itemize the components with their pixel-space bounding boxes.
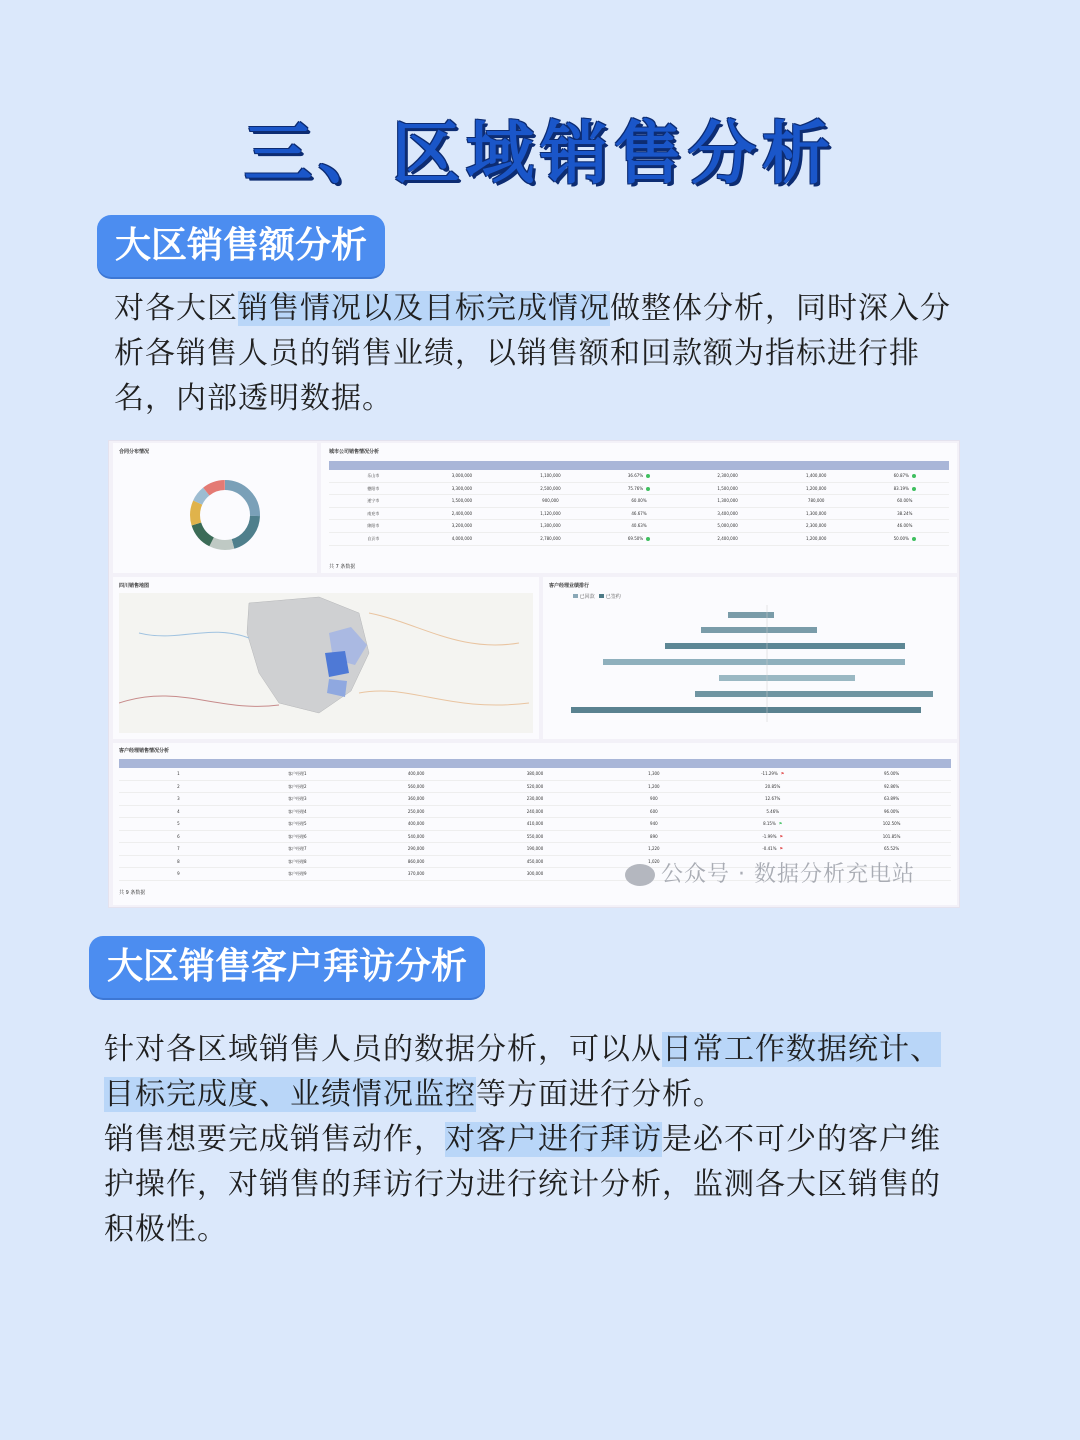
- table-cell: 南充市: [367, 510, 380, 516]
- table-cell: 46.00%: [897, 523, 913, 529]
- boundary-line: [119, 696, 279, 706]
- customer-table-row: [119, 818, 951, 831]
- section2-p1-after: 等方面进行分析。: [476, 1077, 724, 1112]
- table-cell: 4,000,000: [451, 535, 473, 541]
- bar: [695, 691, 933, 697]
- table-cell: -11.29% ⚑: [761, 771, 785, 776]
- table-cell: 客户经理9: [288, 871, 307, 876]
- table-cell: 46.67%: [631, 510, 647, 516]
- table-cell: 客户经理3: [288, 796, 307, 801]
- table-cell: 890: [650, 833, 658, 839]
- table-cell: 1,100,000: [540, 473, 561, 478]
- bar: [571, 707, 921, 713]
- status-dot-icon: [646, 487, 650, 491]
- road-line: [359, 691, 529, 705]
- bar: [665, 643, 905, 649]
- table-cell: 客户经理8: [288, 858, 307, 864]
- table-cell: 1,400,000: [806, 473, 827, 478]
- customer-table-header: [119, 759, 951, 768]
- table-cell: 1,200,000: [806, 485, 827, 491]
- bar: [603, 659, 905, 665]
- wechat-icon: [625, 864, 655, 886]
- table-cell: 60.00%: [897, 498, 913, 504]
- table-cell: 190,000: [526, 846, 544, 851]
- section1-paragraph: [114, 286, 974, 421]
- flag-icon: ⚑: [779, 833, 784, 839]
- table-cell: 900: [650, 796, 658, 801]
- table-cell: 20.85%: [765, 783, 781, 789]
- table-cell: 5.46%: [766, 808, 780, 814]
- table-cell: 7: [177, 846, 180, 851]
- status-dot-icon: [912, 474, 916, 478]
- dashboard-screenshot: [108, 440, 960, 908]
- table-cell: 240,000: [526, 808, 544, 814]
- table-cell: 5,000,000: [717, 523, 738, 529]
- table-cell: 5: [177, 821, 180, 826]
- table-cell: 9: [177, 871, 180, 876]
- table-cell: 客户经理6: [288, 833, 307, 839]
- table-cell: 1,300,000: [806, 510, 827, 516]
- table-cell: 360,000: [407, 796, 425, 801]
- table-cell: 1,300,000: [717, 498, 738, 504]
- table-cell: 3,000,000: [451, 473, 473, 478]
- table-cell: 客户经理7: [288, 846, 307, 851]
- table-cell: 客户经理1: [288, 771, 307, 776]
- city-table-row: [329, 520, 949, 533]
- table-cell: 遂宁市: [367, 498, 380, 504]
- city-table-row: [329, 508, 949, 521]
- table-cell: 400,000: [407, 821, 425, 826]
- map-graphic: [119, 593, 533, 733]
- city-table-header: [329, 461, 949, 470]
- table-cell: 3,400,000: [717, 510, 738, 516]
- table-cell: 1,020: [648, 858, 660, 864]
- table-cell: 230,000: [526, 796, 544, 801]
- section-heading-customer-visit: 大区销售客户拜访分析: [89, 936, 485, 998]
- city-table: [329, 461, 949, 546]
- table-cell: 36.67%: [595, 470, 684, 482]
- customer-table-row: [119, 793, 951, 806]
- table-cell: 860,000: [407, 858, 425, 864]
- customer-table-row: [119, 768, 951, 781]
- table-cell: 400,000: [407, 771, 425, 776]
- table-cell: 550,000: [526, 833, 544, 839]
- section2-p1-highlight: 日常工作数据统计、目标完成度、业绩情况监控: [104, 1032, 941, 1112]
- table-cell: 1,200,000: [806, 535, 827, 541]
- city-table-footer: 共 7 条数据: [329, 564, 356, 570]
- table-cell: 410,000: [526, 821, 544, 826]
- table-cell: 3,200,000: [451, 523, 473, 529]
- table-cell: 69.50%: [595, 533, 684, 545]
- donut-panel-title: 合同分布情况: [119, 449, 150, 455]
- bar: [701, 627, 817, 633]
- customer-table-row: [119, 831, 951, 844]
- table-cell: 101.85%: [882, 833, 901, 839]
- table-cell: 40.63%: [631, 523, 647, 529]
- table-cell: 65.52%: [883, 846, 900, 851]
- table-cell: 2,780,000: [540, 535, 561, 541]
- watermark-text: 公众号 · 数据分析充电站: [661, 862, 915, 887]
- city-table-row: [329, 533, 949, 546]
- section2-p2-after: 是必不可少的客户维护操作，对销售的拜访行为进行统计分析，监测各大区销售的积极性。: [104, 1122, 941, 1247]
- customer-table-row: [119, 806, 951, 819]
- city-table-panel: [321, 443, 957, 573]
- table-cell: 1,120,000: [540, 510, 561, 516]
- table-cell: 乐山市: [367, 473, 380, 478]
- table-cell: 380,000: [526, 771, 544, 776]
- section2-paragraph: [104, 1027, 964, 1252]
- table-cell: 560,000: [407, 783, 425, 789]
- table-cell: 绵阳市: [367, 523, 380, 529]
- table-cell: 2,300,000: [806, 523, 827, 529]
- table-cell: 600: [650, 808, 658, 814]
- table-cell: 300,000: [526, 871, 544, 876]
- customer-table-footer: 共 9 条数据: [119, 890, 146, 896]
- table-cell: 250,000: [407, 808, 425, 814]
- status-dot-icon: [912, 487, 916, 491]
- table-cell: -1.99% ⚑: [762, 833, 784, 839]
- table-cell: 1,220: [648, 846, 660, 851]
- flag-icon: ⚑: [780, 771, 785, 776]
- table-cell: 83.19%: [860, 483, 949, 495]
- customer-table-row: [119, 843, 951, 856]
- status-dot-icon: [646, 537, 650, 541]
- road-line: [369, 613, 519, 645]
- table-cell: 102.50%: [882, 821, 901, 826]
- table-cell: 1,300: [648, 771, 660, 776]
- table-cell: 12.67%: [765, 796, 781, 801]
- city-table-title: 城市公司销售情况分析: [329, 449, 380, 455]
- table-cell: 92.86%: [883, 783, 900, 789]
- table-cell: 60.87%: [860, 470, 949, 482]
- table-cell: 63.89%: [883, 796, 900, 801]
- table-cell: 2,500,000: [540, 485, 561, 491]
- section2-p2-before: 销售想要完成销售动作，: [104, 1122, 445, 1157]
- bar: [719, 675, 855, 681]
- table-cell: 8.15% ⚑: [763, 821, 783, 826]
- flag-icon: ⚑: [779, 846, 784, 851]
- page-title: 三、区域销售分析: [243, 115, 836, 194]
- table-cell: 1,200: [648, 783, 660, 789]
- section2-p1-before: 针对各区域销售人员的数据分析，可以从: [104, 1032, 662, 1067]
- table-cell: 3: [177, 796, 180, 801]
- table-cell: 540,000: [407, 833, 425, 839]
- bar-panel: [543, 577, 957, 739]
- city-table-row: [329, 470, 949, 483]
- section1-text-highlight: 销售情况以及目标完成情况: [238, 291, 610, 326]
- donut-chart: [113, 443, 317, 573]
- table-cell: 德阳市: [367, 485, 380, 491]
- status-dot-icon: [646, 474, 650, 478]
- table-cell: 780,000: [807, 498, 825, 504]
- table-cell: 客户经理5: [288, 821, 307, 826]
- section1-text-before: 对各大区: [114, 291, 238, 326]
- table-cell: 1: [177, 771, 180, 776]
- table-cell: 290,000: [407, 846, 425, 851]
- table-cell: 客户经理2: [288, 783, 307, 789]
- table-cell: 自贡市: [367, 535, 380, 541]
- river-line: [139, 632, 249, 638]
- city-table-row: [329, 483, 949, 496]
- table-cell: 8: [177, 858, 180, 864]
- table-cell: 1,500,000: [717, 485, 738, 491]
- customer-table-title: 客户经理销售情况分析: [119, 748, 170, 754]
- table-cell: 4: [177, 808, 180, 814]
- table-cell: 6: [177, 833, 180, 839]
- flag-icon: ⚑: [778, 821, 783, 826]
- table-cell: 60.00%: [631, 498, 647, 504]
- table-cell: 50.00%: [860, 533, 949, 545]
- donut-panel: [113, 443, 317, 573]
- legend-label-b: 已签约: [605, 594, 621, 600]
- table-cell: 38.24%: [897, 510, 913, 516]
- map-title: 四川销售地图: [119, 583, 150, 589]
- city-table-row: [329, 495, 949, 508]
- table-cell: 75.76%: [595, 483, 684, 495]
- sichuan-map: [119, 593, 533, 733]
- table-cell: 2,300,000: [717, 473, 738, 478]
- region-highlight: [325, 651, 349, 677]
- table-cell: 2,400,000: [717, 535, 738, 541]
- status-dot-icon: [912, 537, 916, 541]
- table-cell: 95.00%: [883, 771, 900, 776]
- section-heading-sales-amount: 大区销售额分析: [97, 215, 385, 277]
- map-panel: [113, 577, 539, 739]
- table-cell: 1,500,000: [451, 498, 473, 504]
- table-cell: 客户经理4: [288, 808, 307, 814]
- table-cell: 1,300,000: [540, 523, 561, 529]
- table-cell: 450,000: [526, 858, 544, 864]
- bar-title: 客户经理业绩排行: [549, 583, 590, 589]
- table-cell: 370,000: [407, 871, 425, 876]
- table-cell: 96.00%: [883, 808, 900, 814]
- table-cell: 3,300,000: [451, 485, 473, 491]
- table-cell: 940: [650, 821, 658, 826]
- table-cell: 520,000: [526, 783, 544, 789]
- section2-p2-highlight: 对客户进行拜访: [445, 1122, 662, 1157]
- table-cell: 2: [177, 783, 180, 789]
- table-cell: 900,000: [542, 498, 559, 504]
- watermark: [625, 857, 915, 888]
- table-cell: 2,400,000: [451, 510, 473, 516]
- customer-table-row: [119, 781, 951, 794]
- section1-text-after: 做整体分析，同时深入分析各销售人员的销售业绩，以销售额和回款额为指标进行排名，内部透明数据。: [114, 291, 951, 416]
- bar-chart: [543, 577, 957, 739]
- legend-label-a: 已回款: [579, 594, 595, 600]
- table-cell: -0.41% ⚑: [762, 846, 784, 851]
